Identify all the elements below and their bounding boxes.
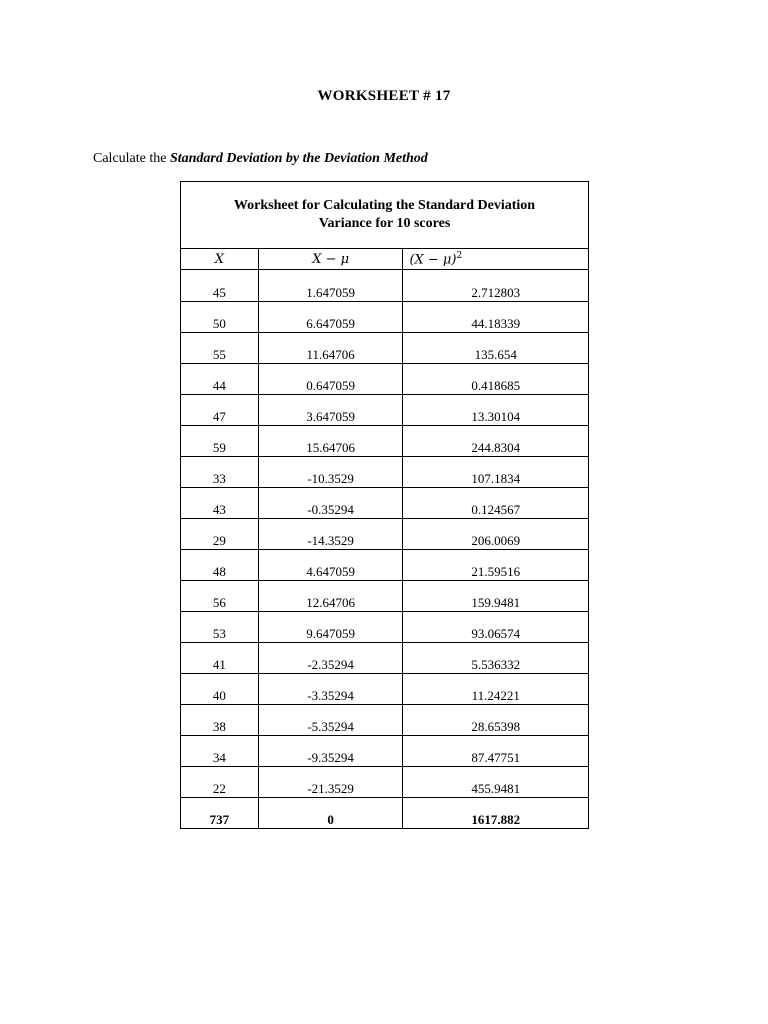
cell-deviation: 6.647059: [258, 302, 403, 333]
cell-x: 44: [181, 364, 259, 395]
header-deviation: X − μ: [258, 249, 403, 270]
instruction-emphasis: Standard Deviation by the Deviation Method: [169, 151, 428, 166]
cell-deviation: -3.35294: [258, 674, 403, 705]
cell-deviation: -9.35294: [258, 736, 403, 767]
cell-squared-deviation: 13.30104: [403, 395, 589, 426]
cell-squared-deviation: 135.654: [403, 333, 589, 364]
cell-deviation: 4.647059: [258, 550, 403, 581]
cell-x: 40: [181, 674, 259, 705]
cell-squared-deviation: 159.9481: [403, 581, 589, 612]
cell-deviation: 15.64706: [258, 426, 403, 457]
deviation-table: [180, 181, 589, 829]
header-x: X: [181, 249, 259, 270]
cell-squared-deviation: 0.124567: [403, 488, 589, 519]
table-row: [181, 302, 589, 333]
cell-squared-deviation: 44.18339: [403, 302, 589, 333]
cell-x: 22: [181, 767, 259, 798]
table-row: [181, 767, 589, 798]
cell-squared-deviation: 244.8304: [403, 426, 589, 457]
table-total-row: [181, 798, 589, 829]
table-row: [181, 612, 589, 643]
cell-deviation: -10.3529: [258, 457, 403, 488]
instruction-prefix: Calculate the: [93, 151, 170, 166]
cell-x: 47: [181, 395, 259, 426]
table-row: [181, 550, 589, 581]
cell-x: 56: [181, 581, 259, 612]
cell-x: 53: [181, 612, 259, 643]
table-caption-line1: Worksheet for Calculating the Standard Deviation: [233, 198, 536, 213]
cell-deviation: 3.647059: [258, 395, 403, 426]
table-row: [181, 488, 589, 519]
cell-squared-deviation: 93.06574: [403, 612, 589, 643]
cell-squared-deviation: 5.536332: [403, 643, 589, 674]
cell-x: 48: [181, 550, 259, 581]
table-row: [181, 674, 589, 705]
table-row: [181, 395, 589, 426]
table-row: [181, 333, 589, 364]
cell-x: 45: [181, 270, 259, 302]
table-row: [181, 705, 589, 736]
table-header-row: [181, 249, 589, 270]
cell-x: 38: [181, 705, 259, 736]
cell-squared-deviation: 0.418685: [403, 364, 589, 395]
total-squared-deviation: 1617.882: [403, 798, 589, 829]
total-x: 737: [181, 798, 259, 829]
cell-x: 33: [181, 457, 259, 488]
cell-x: 50: [181, 302, 259, 333]
cell-x: 29: [181, 519, 259, 550]
table-caption-row: [181, 182, 589, 249]
cell-x: 59: [181, 426, 259, 457]
table-row: [181, 270, 589, 302]
worksheet-title: WORKSHEET # 17: [317, 88, 451, 104]
cell-deviation: 1.647059: [258, 270, 403, 302]
table-row: [181, 426, 589, 457]
table-row: [181, 643, 589, 674]
cell-deviation: -14.3529: [258, 519, 403, 550]
table-row: [181, 364, 589, 395]
table-row: [181, 736, 589, 767]
cell-deviation: 9.647059: [258, 612, 403, 643]
cell-x: 55: [181, 333, 259, 364]
cell-deviation: 0.647059: [258, 364, 403, 395]
cell-deviation: -21.3529: [258, 767, 403, 798]
cell-deviation: -5.35294: [258, 705, 403, 736]
table-row: [181, 519, 589, 550]
cell-squared-deviation: 2.712803: [403, 270, 589, 302]
header-squared-deviation: [403, 249, 589, 270]
cell-x: 43: [181, 488, 259, 519]
cell-deviation: -2.35294: [258, 643, 403, 674]
table-row: [181, 581, 589, 612]
cell-squared-deviation: 87.47751: [403, 736, 589, 767]
cell-squared-deviation: 455.9481: [403, 767, 589, 798]
cell-deviation: 12.64706: [258, 581, 403, 612]
cell-x: 34: [181, 736, 259, 767]
table-row: [181, 457, 589, 488]
cell-deviation: 11.64706: [258, 333, 403, 364]
cell-deviation: -0.35294: [258, 488, 403, 519]
header-squared-exponent: 2: [456, 250, 463, 261]
cell-squared-deviation: 206.0069: [403, 519, 589, 550]
table-caption: [181, 182, 589, 249]
cell-squared-deviation: 107.1834: [403, 457, 589, 488]
instruction-text: [93, 151, 428, 167]
total-deviation: 0: [258, 798, 403, 829]
cell-x: 41: [181, 643, 259, 674]
table-caption-line2: Variance for 10 scores: [318, 216, 451, 231]
cell-squared-deviation: 28.65398: [403, 705, 589, 736]
header-squared-base: (X − μ): [409, 252, 457, 268]
cell-squared-deviation: 21.59516: [403, 550, 589, 581]
cell-squared-deviation: 11.24221: [403, 674, 589, 705]
